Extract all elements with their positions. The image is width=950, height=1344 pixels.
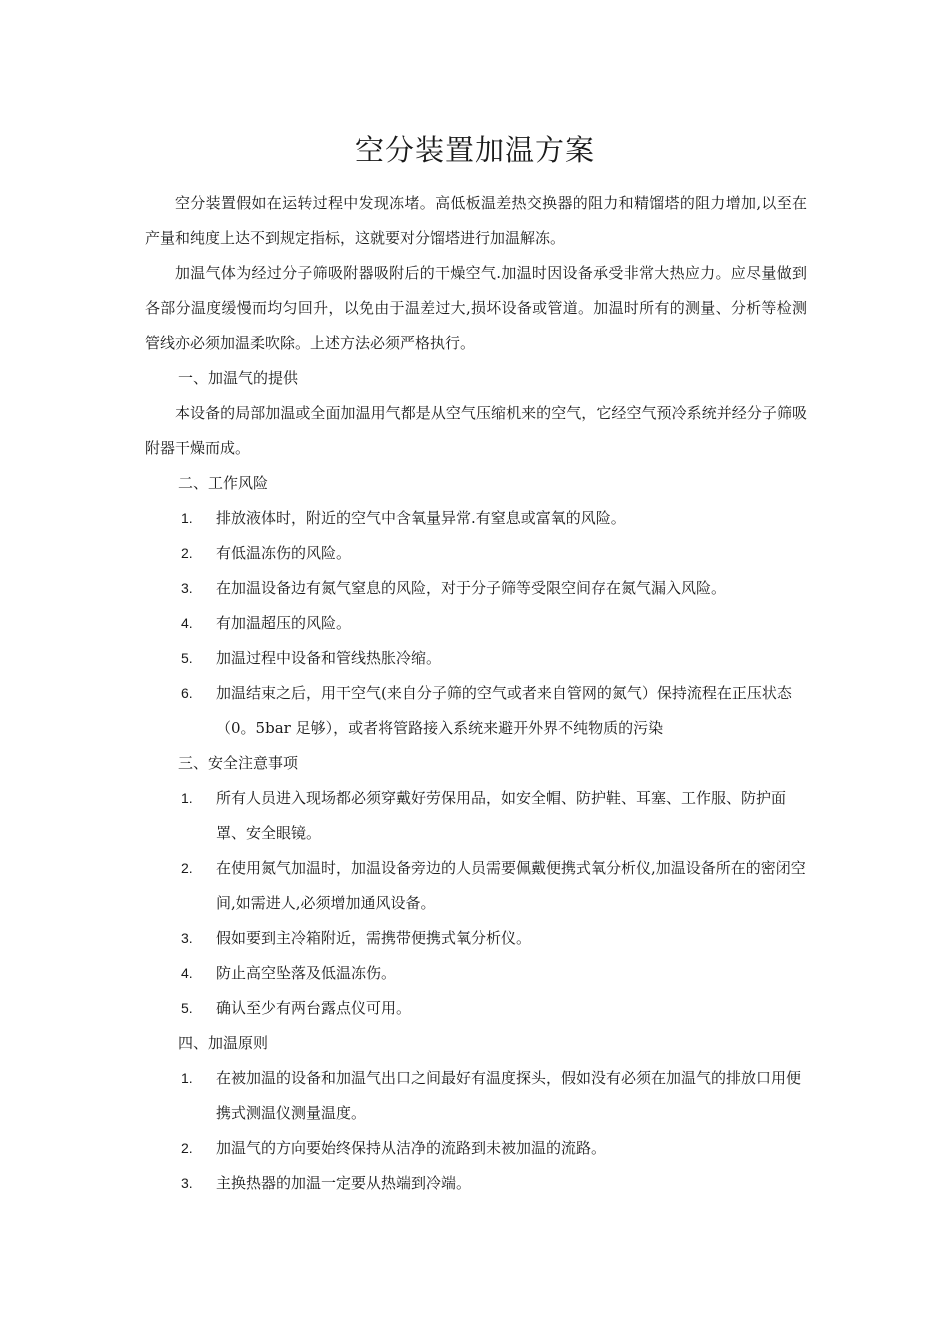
list-number: 4.	[181, 615, 193, 631]
list-item	[145, 1061, 807, 1131]
list-text: 在加温设备边有氮气窒息的风险，对于分子筛等受限空间存在氮气漏入风险。	[216, 579, 727, 597]
list-number: 2.	[181, 1140, 193, 1156]
list-text: 加温过程中设备和管线热胀冷缩。	[216, 649, 442, 667]
section-4-list	[145, 1061, 807, 1201]
list-item	[145, 991, 807, 1026]
list-text: 排放液体时，附近的空气中含氧量异常.有窒息或富氧的风险。	[216, 509, 626, 527]
list-item	[145, 606, 807, 641]
list-item	[145, 501, 807, 536]
list-item	[145, 1166, 807, 1201]
section-3-list	[145, 781, 807, 1026]
list-item	[145, 1131, 807, 1166]
list-text: 有低温冻伤的风险。	[216, 544, 352, 562]
section-3-heading: 三、安全注意事项	[178, 754, 299, 772]
list-number: 1.	[181, 790, 193, 806]
list-text: 在被加温的设备和加温气出口之间最好有温度探头，假如没有必须在加温气的排放口用便携式测温仪测量温度。	[216, 1069, 802, 1122]
intro-paragraph-1: 空分装置假如在运转过程中发现冻堵。高低板温差热交换器的阻力和精馏塔的阻力增加,以至在产量和纯度上达不到规定指标，这就要对分馏塔进行加温解冻。	[145, 194, 807, 247]
section-1-heading: 一、加温气的提供	[178, 369, 299, 387]
list-text: 有加温超压的风险。	[216, 614, 352, 632]
list-text: 所有人员进入现场都必须穿戴好劳保用品，如安全帽、防护鞋、耳塞、工作服、防护面罩、安全眼镜。	[216, 789, 787, 842]
list-item	[145, 956, 807, 991]
list-text: 主换热器的加温一定要从热端到冷端。	[216, 1174, 472, 1192]
section-1-paragraph: 本设备的局部加温或全面加温用气都是从空气压缩机来的空气，它经空气预冷系统并经分子筛吸附器干燥而成。	[145, 404, 807, 457]
document-title: 空分装置加温方案	[354, 133, 595, 167]
list-number: 5.	[181, 1000, 193, 1016]
list-item	[145, 641, 807, 676]
list-number: 2.	[181, 545, 193, 561]
list-text: 确认至少有两台露点仪可用。	[216, 999, 412, 1017]
list-number: 6.	[181, 685, 193, 701]
list-item	[145, 571, 807, 606]
section-4-heading: 四、加温原则	[178, 1034, 269, 1052]
list-item	[145, 676, 807, 746]
list-text: 加温结束之后，用干空气(来自分子筛的空气或者来自管网的氮气）保持流程在正压状态（0。5bar 足够），或者将管路接入系统来避开外界不纯物质的污染	[216, 684, 792, 737]
list-number: 3.	[181, 580, 193, 596]
list-text: 在使用氮气加温时，加温设备旁边的人员需要佩戴便携式氧分析仪,加温设备所在的密闭空间,如需进人,必须增加通风设备。	[216, 859, 806, 912]
list-number: 2.	[181, 860, 193, 876]
list-text: 假如要到主冷箱附近，需携带便携式氧分析仪。	[216, 929, 532, 947]
list-number: 1.	[181, 1070, 193, 1086]
list-number: 3.	[181, 930, 193, 946]
intro-paragraph-2: 加温气体为经过分子筛吸附器吸附后的干燥空气.加温时因设备承受非常大热应力。应尽量做到各部分温度缓慢而均匀回升，以免由于温差过大,损坏设备或管道。加温时所有的测量、分析等检测管线亦必须加温柔吹除。上述方法必须严格执行。	[145, 264, 807, 352]
section-2-list	[145, 501, 807, 746]
list-number: 5.	[181, 650, 193, 666]
section-2-heading: 二、工作风险	[178, 474, 269, 492]
document-body	[145, 186, 807, 1201]
list-item	[145, 851, 807, 921]
list-text: 加温气的方向要始终保持从洁净的流路到未被加温的流路。	[216, 1139, 607, 1157]
list-item	[145, 536, 807, 571]
list-text: 防止高空坠落及低温冻伤。	[216, 964, 397, 982]
list-item	[145, 781, 807, 851]
list-number: 1.	[181, 510, 193, 526]
list-number: 3.	[181, 1175, 193, 1191]
list-number: 4.	[181, 965, 193, 981]
list-item	[145, 921, 807, 956]
